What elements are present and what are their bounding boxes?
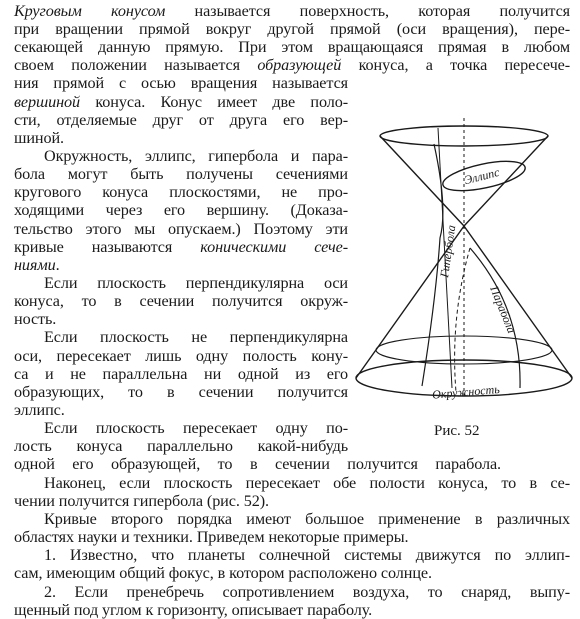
text-line [14,528,408,546]
hyperbola-label: Гипербола [437,224,459,279]
text-span: сам, имеющим общий фокус, в котором расположено солнце. [14,564,432,582]
text-span: ния прямой с осью вращения называется [14,74,348,92]
text-line [14,129,64,147]
ellipse-label: Эллипс [462,164,501,188]
text-line [14,292,348,310]
text-line [14,274,348,292]
text-span: Если плоскость перпендикулярна оси [44,274,348,292]
text-span: секающей данную прямую. При этом вращающаяся прямая в любом [14,38,570,56]
text-line [14,474,570,492]
parabola-curve-2 [455,248,470,392]
text-line [14,419,348,437]
generator-left-upper [380,136,464,226]
text-line [14,238,348,256]
text-span: лость конуса параллельно какой-нибудь [14,437,348,455]
text-span: Если плоскость пересекает одну по- [44,419,348,437]
text-line [14,201,348,219]
text-line [14,437,348,455]
text-line [14,147,348,165]
italic-term: образующей [257,56,342,74]
text-span: образующих, то в сечении получится [14,383,348,401]
italic-term: коническими сече- [200,238,348,256]
text-line [14,93,348,111]
text-span: конуса, то в сечении получится окруж- [14,292,348,310]
text-span: са и не параллельна ни одной из его [14,365,348,383]
text-line [14,601,372,619]
text-line [14,2,570,20]
text-line [14,38,570,56]
text-line [14,310,56,328]
text-line [14,165,348,183]
text-span: тельство этого мы опускаем.) Поэтому эти [14,220,348,238]
text-span: щенный под углом к горизонту, описывает параболу. [14,601,373,619]
text-line [14,328,348,346]
text-span: оси, пересекает лишь одну полость кону- [14,347,348,365]
text-line [14,365,348,383]
text-span: конуса. Конус имеет две поло- [80,93,348,111]
text-span: эллипс. [14,401,65,419]
text-line [14,510,570,528]
text-line [14,20,570,38]
text-span: кривые называются [14,238,201,256]
text-span: своем положении называется [14,56,258,74]
text-line [14,546,570,564]
text-span: Если плоскость не перпендикулярна [44,328,348,346]
text-span: бола могут быть получены сечениями [14,165,348,183]
text-span: 2. Если пренебречь сопротивлением воздуха, то снаряд, выпу- [44,583,570,601]
text-line [14,56,570,74]
text-span: ходящими через его вершину. (Доказа- [14,201,348,219]
text-line [14,492,269,510]
text-span: шиной. [14,129,64,147]
text-span: при вращении прямой вокруг другой прямой (оси вращения), пере- [14,20,570,38]
italic-term: вершиной [14,93,81,111]
text-span: Окружность, эллипс, гипербола и пара- [44,147,348,165]
text-line [14,401,65,419]
text-line [14,183,348,201]
text-line [14,564,432,582]
text-line [14,220,348,238]
text-span: одной его образующей, то в сечении получится парабола. [14,455,501,473]
text-span: Наконец, если плоскость пересекает обе полости конуса, то в се- [44,474,570,492]
text-span: называется поверхность, которая получится [165,2,570,20]
text-span: Кривые второго порядка имеют большое применение в различных [44,510,570,528]
figure-caption: Рис. 52 [434,423,480,439]
parabola-label: Парабола [487,283,519,336]
italic-term: ниями [14,256,56,274]
italic-term: Круговым конусом [14,2,166,20]
text-line [14,347,348,365]
text-line [14,455,501,473]
text-span: конуса, а точка пересече- [341,56,571,74]
text-span: чении получится гипербола (рис. 52). [14,492,269,510]
text-span: ность. [14,310,57,328]
text-line [14,111,348,129]
text-span: кругового конуса плоскостями, не про- [14,183,348,201]
text-span: сти, отделяемые друг от друга его вер- [14,111,348,129]
text-span: . [55,256,60,274]
cone-figure [352,88,577,448]
circle-label: Окружность [431,381,501,402]
text-span: 1. Известно, что планеты солнечной системы движутся по эллип- [44,546,570,564]
text-line [14,74,348,92]
text-line [14,256,60,274]
text-line [14,583,570,601]
text-span: областях науки и техники. Приведем некоторые примеры. [14,528,409,546]
text-line [14,383,348,401]
